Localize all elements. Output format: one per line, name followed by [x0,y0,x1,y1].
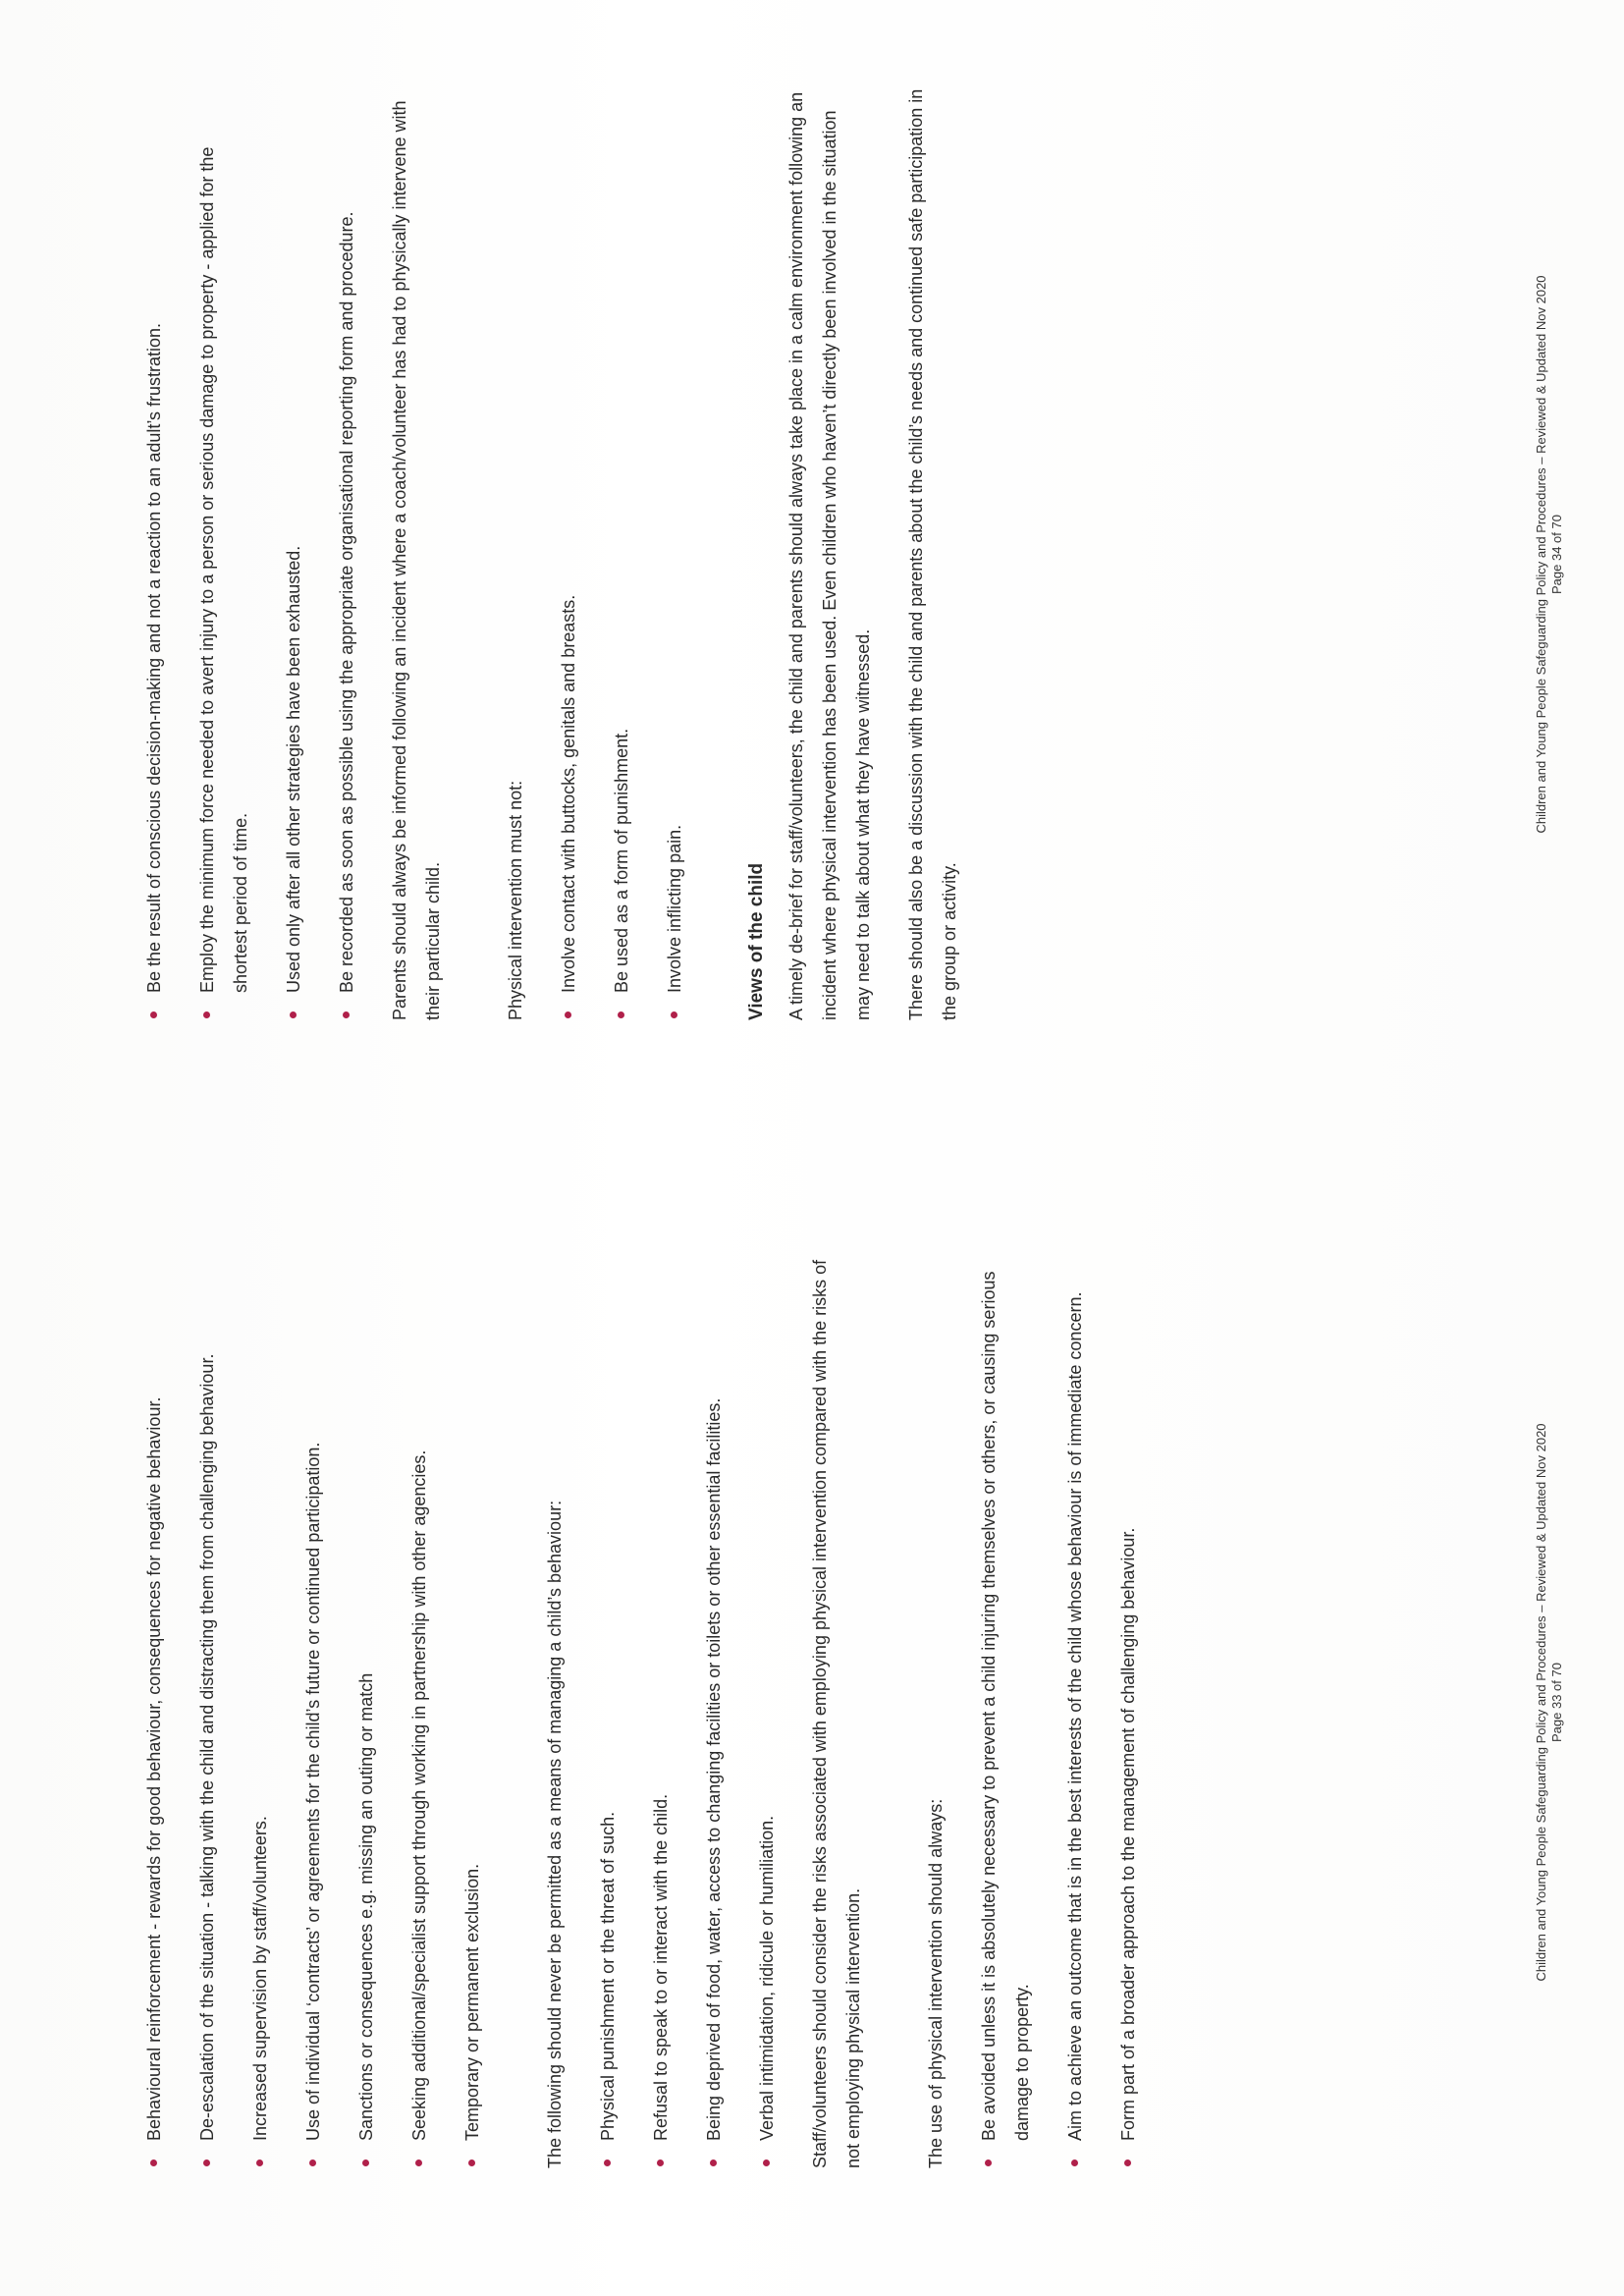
list-item-text: Sanctions or consequences e.g. missing an outing or match [356,1672,376,2141]
list-item-text: Physical punishment or the threat of such. [598,1811,618,2141]
bullet-dot [618,1011,624,1018]
list-item [1058,1236,1092,2168]
bullet-dot [710,2159,717,2166]
views-paragraph-2: There should also be a discussion with the child and parents about the child’s needs and continued safe participation in the group or activity. [906,88,959,1020]
list-item-text: Temporary or permanent exclusion. [462,1863,482,2141]
list-item [244,1236,277,2168]
bullet-dot [468,2159,475,2166]
list-item [552,88,585,1020]
list-item-text: Aim to achieve an outcome that is in the best interests of the child whose behaviour is of immediate concern. [1065,1291,1085,2141]
bullet-dot [657,2159,664,2166]
list-item-text: Involve inflicting pain. [665,824,684,993]
list-item-text: De-escalation of the situation - talking with the child and distracting them from challenging behaviour. [197,1353,217,2141]
bullet-dot [150,1011,157,1018]
views-paragraph-1: A timely de-brief for staff/volunteers, the child and parents should always take place in a calm environment following an incident where physical intervention has been used. Even children who haven’t directly been involved in the situation may need to talk about what they have witnessed. [786,91,873,1020]
bullet-dot [1071,2159,1078,2166]
bullet-dot [763,2159,770,2166]
list-item [403,1236,436,2168]
must-not-intro: Physical intervention must not: [506,780,525,1020]
bullet-dot [290,1011,297,1018]
list-item [591,1236,624,2168]
footer-title: Children and Young People Safeguarding Policy and Procedures – Reviewed & Updated Nov 2020 [1534,1423,1548,1982]
bullet-dot [362,2159,369,2166]
list-item-text: Form part of a broader approach to the management of challenging behaviour. [1118,1527,1138,2141]
list-item [297,1236,330,2168]
bullet-dot [203,2159,210,2166]
bullet-dot [565,1011,571,1018]
list-item-text: Seeking additional/specialist support through working in partnership with other agencies. [409,1449,429,2141]
list-item [190,1236,224,2168]
list-item-text: Verbal intimidation, ridicule or humiliation. [757,1815,777,2141]
list-item-text: Behavioural reinforcement - rewards for good behaviour, consequences for negative behaviour. [144,1396,164,2141]
list-item [972,1236,1039,2168]
list-item-text: Be the result of conscious decision-making and not a reaction to an adult’s frustration. [144,322,164,993]
bullet-dot [343,1011,350,1018]
always-intro: The use of physical intervention should always: [926,1798,946,2168]
bullet-dot [671,1011,677,1018]
list-item [137,1236,171,2168]
list-item-text: Used only after all other strategies have been exhausted. [284,545,303,993]
footer-page-number: Page 34 of 70 [1549,515,1564,594]
footer-page-number: Page 33 of 70 [1549,1663,1564,1742]
list-item-text: Being deprived of food, water, access to changing facilities or toilets or other essential facilities. [704,1397,724,2141]
list-item [277,88,310,1020]
parents-paragraph: Parents should always be informed following an incident where a coach/volunteer has had to physically intervene with their particular child. [390,100,443,1020]
bullet-dot [415,2159,422,2166]
bullet-dot [985,2159,992,2166]
list-item [605,88,638,1020]
bullet-dot [256,2159,263,2166]
views-of-the-child-heading: Views of the child [746,862,767,1020]
list-item [697,1236,731,2168]
list-item [137,88,171,1020]
list-item-text: Involve contact with buttocks, genitals and breasts. [559,594,578,993]
page-footer [1534,88,1565,1020]
list-item [350,1236,383,2168]
list-item [658,88,691,1020]
page-33 [0,1148,1624,2296]
list-item [456,1236,489,2168]
bullet-dot [150,2159,157,2166]
list-item-text: Be used as a form of punishment. [612,728,631,993]
footer-title: Children and Young People Safeguarding Policy and Procedures – Reviewed & Updated Nov 2020 [1534,275,1548,834]
list-item [1111,1236,1145,2168]
page-footer [1534,1236,1565,2168]
list-item-text: Be avoided unless it is absolutely necessary to prevent a child injuring themselves or others, or causing serious damage to property. [979,1271,1032,2141]
bullet-dot [203,1011,210,1018]
bullet-dot [309,2159,316,2166]
list-item-text: Refusal to speak to or interact with the child. [651,1793,671,2141]
list-item-text: Increased supervision by staff/volunteers. [250,1816,270,2141]
list-item [644,1236,677,2168]
list-item [190,88,257,1020]
never-permitted-intro: The following should never be permitted as a means of managing a child’s behaviour: [545,1500,565,2168]
list-item-text: Use of individual ‘contracts’ or agreements for the child’s future or continued participation. [303,1442,323,2141]
list-item-text: Employ the minimum force needed to avert injury to a person or serious damage to property - applied for the shortest period of time. [197,146,250,993]
list-item [750,1236,784,2168]
bullet-dot [1124,2159,1131,2166]
list-item [330,88,363,1020]
bullet-dot [604,2159,611,2166]
list-item-text: Be recorded as soon as possible using the appropriate organisational reporting form and procedure. [337,211,356,993]
risks-paragraph: Staff/volunteers should consider the risks associated with employing physical intervention compared with the risks of not employing physical intervention. [810,1259,863,2168]
